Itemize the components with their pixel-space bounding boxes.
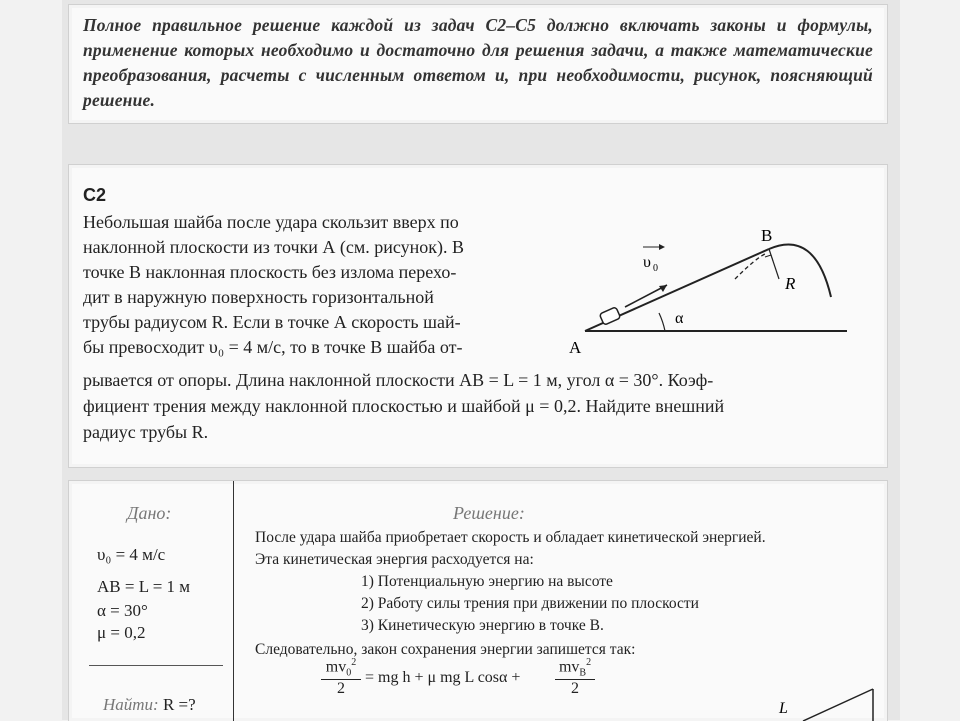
solution-list-item: 1) Потенциальную энергию на высоте	[361, 573, 613, 590]
solution-line: Эта кинетическая энергия расходуется на:	[255, 551, 534, 568]
solution-box	[68, 480, 888, 721]
problem-line: радиус трубы R.	[83, 422, 209, 442]
corner-triangle-figure	[769, 681, 887, 721]
problem-line: наклонной плоскости из точки А (см. рисунок). В	[83, 237, 465, 257]
problem-line: дит в наружную поверхность горизонтальной	[83, 287, 434, 307]
solution-list-item: 2) Работу силы трения при движении по плоскости	[361, 595, 699, 612]
problem-number: С2	[83, 185, 107, 205]
formula-middle: = mg h + μ mg L cosα +	[365, 669, 521, 686]
given-divider	[89, 665, 223, 666]
given-item: υ₀ = 4 м/с	[97, 545, 166, 564]
find-label: Найти:	[103, 695, 159, 714]
label-v-sub: 0	[653, 263, 658, 274]
solution-conclusion: Следовательно, закон сохранения энергии запишется так:	[255, 641, 636, 658]
energy-formula	[321, 657, 641, 713]
puck	[599, 307, 620, 325]
label-alpha: α	[675, 310, 684, 327]
find-value: R =?	[162, 695, 196, 714]
instructions-box	[68, 4, 888, 124]
solution-title: Решение:	[453, 503, 525, 523]
problem-line: рывается от опоры. Длина наклонной плоскости AB = L = 1 м, угол α = 30°. Коэф-	[83, 370, 714, 390]
given-title: Дано:	[127, 503, 172, 523]
label-v: υ	[643, 254, 651, 271]
radius-line	[769, 249, 779, 279]
problem-box	[68, 164, 888, 468]
problem-line: фициент трения между наклонной плоскостью и шайбой μ = 0,2. Найдите внешний	[83, 396, 725, 416]
angle-arc	[659, 313, 665, 331]
given-item: AB = L = 1 м	[97, 577, 191, 596]
given-item: μ = 0,2	[97, 623, 146, 642]
lhs-fraction: $\frac{mv_0^2}{2}$	[321, 657, 361, 698]
label-a: A	[569, 338, 582, 357]
rhs-fraction: $mv_B^2$ 2	[555, 657, 595, 698]
solution-line: После удара шайба приобретает скорость и обладает кинетической энергией.	[255, 529, 766, 546]
label-b: B	[761, 227, 773, 245]
pipe-arc	[769, 244, 831, 297]
problem-line: бы превосходит υ₀ = 4 м/с, то в точке В шайба от-	[83, 337, 463, 357]
corner-label: L	[779, 700, 788, 717]
given-column	[79, 481, 234, 721]
label-r: R	[785, 274, 796, 293]
problem-line: трубы радиусом R. Если в точке А скорость шай-	[83, 312, 461, 332]
right-angle-mark	[765, 255, 773, 261]
problem-line: точке В наклонная плоскость без излома перехо-	[83, 262, 457, 282]
incline-figure	[567, 227, 867, 357]
solution-list-item: 3) Кинетическую энергию в точке В.	[361, 617, 604, 634]
find-row	[103, 695, 196, 715]
instructions-text: Полное правильное решение каждой из задач С2–С5 должно включать законы и формулы, применение которых необходимо и достаточно для решения задачи, а также математические преобразования, расчеты с численным ответом и, при необходимости, рисунок, поясняющий решение.	[83, 15, 873, 110]
given-item: α = 30°	[97, 601, 148, 620]
problem-line: Небольшая шайба после удара скользит вверх по	[83, 212, 459, 232]
